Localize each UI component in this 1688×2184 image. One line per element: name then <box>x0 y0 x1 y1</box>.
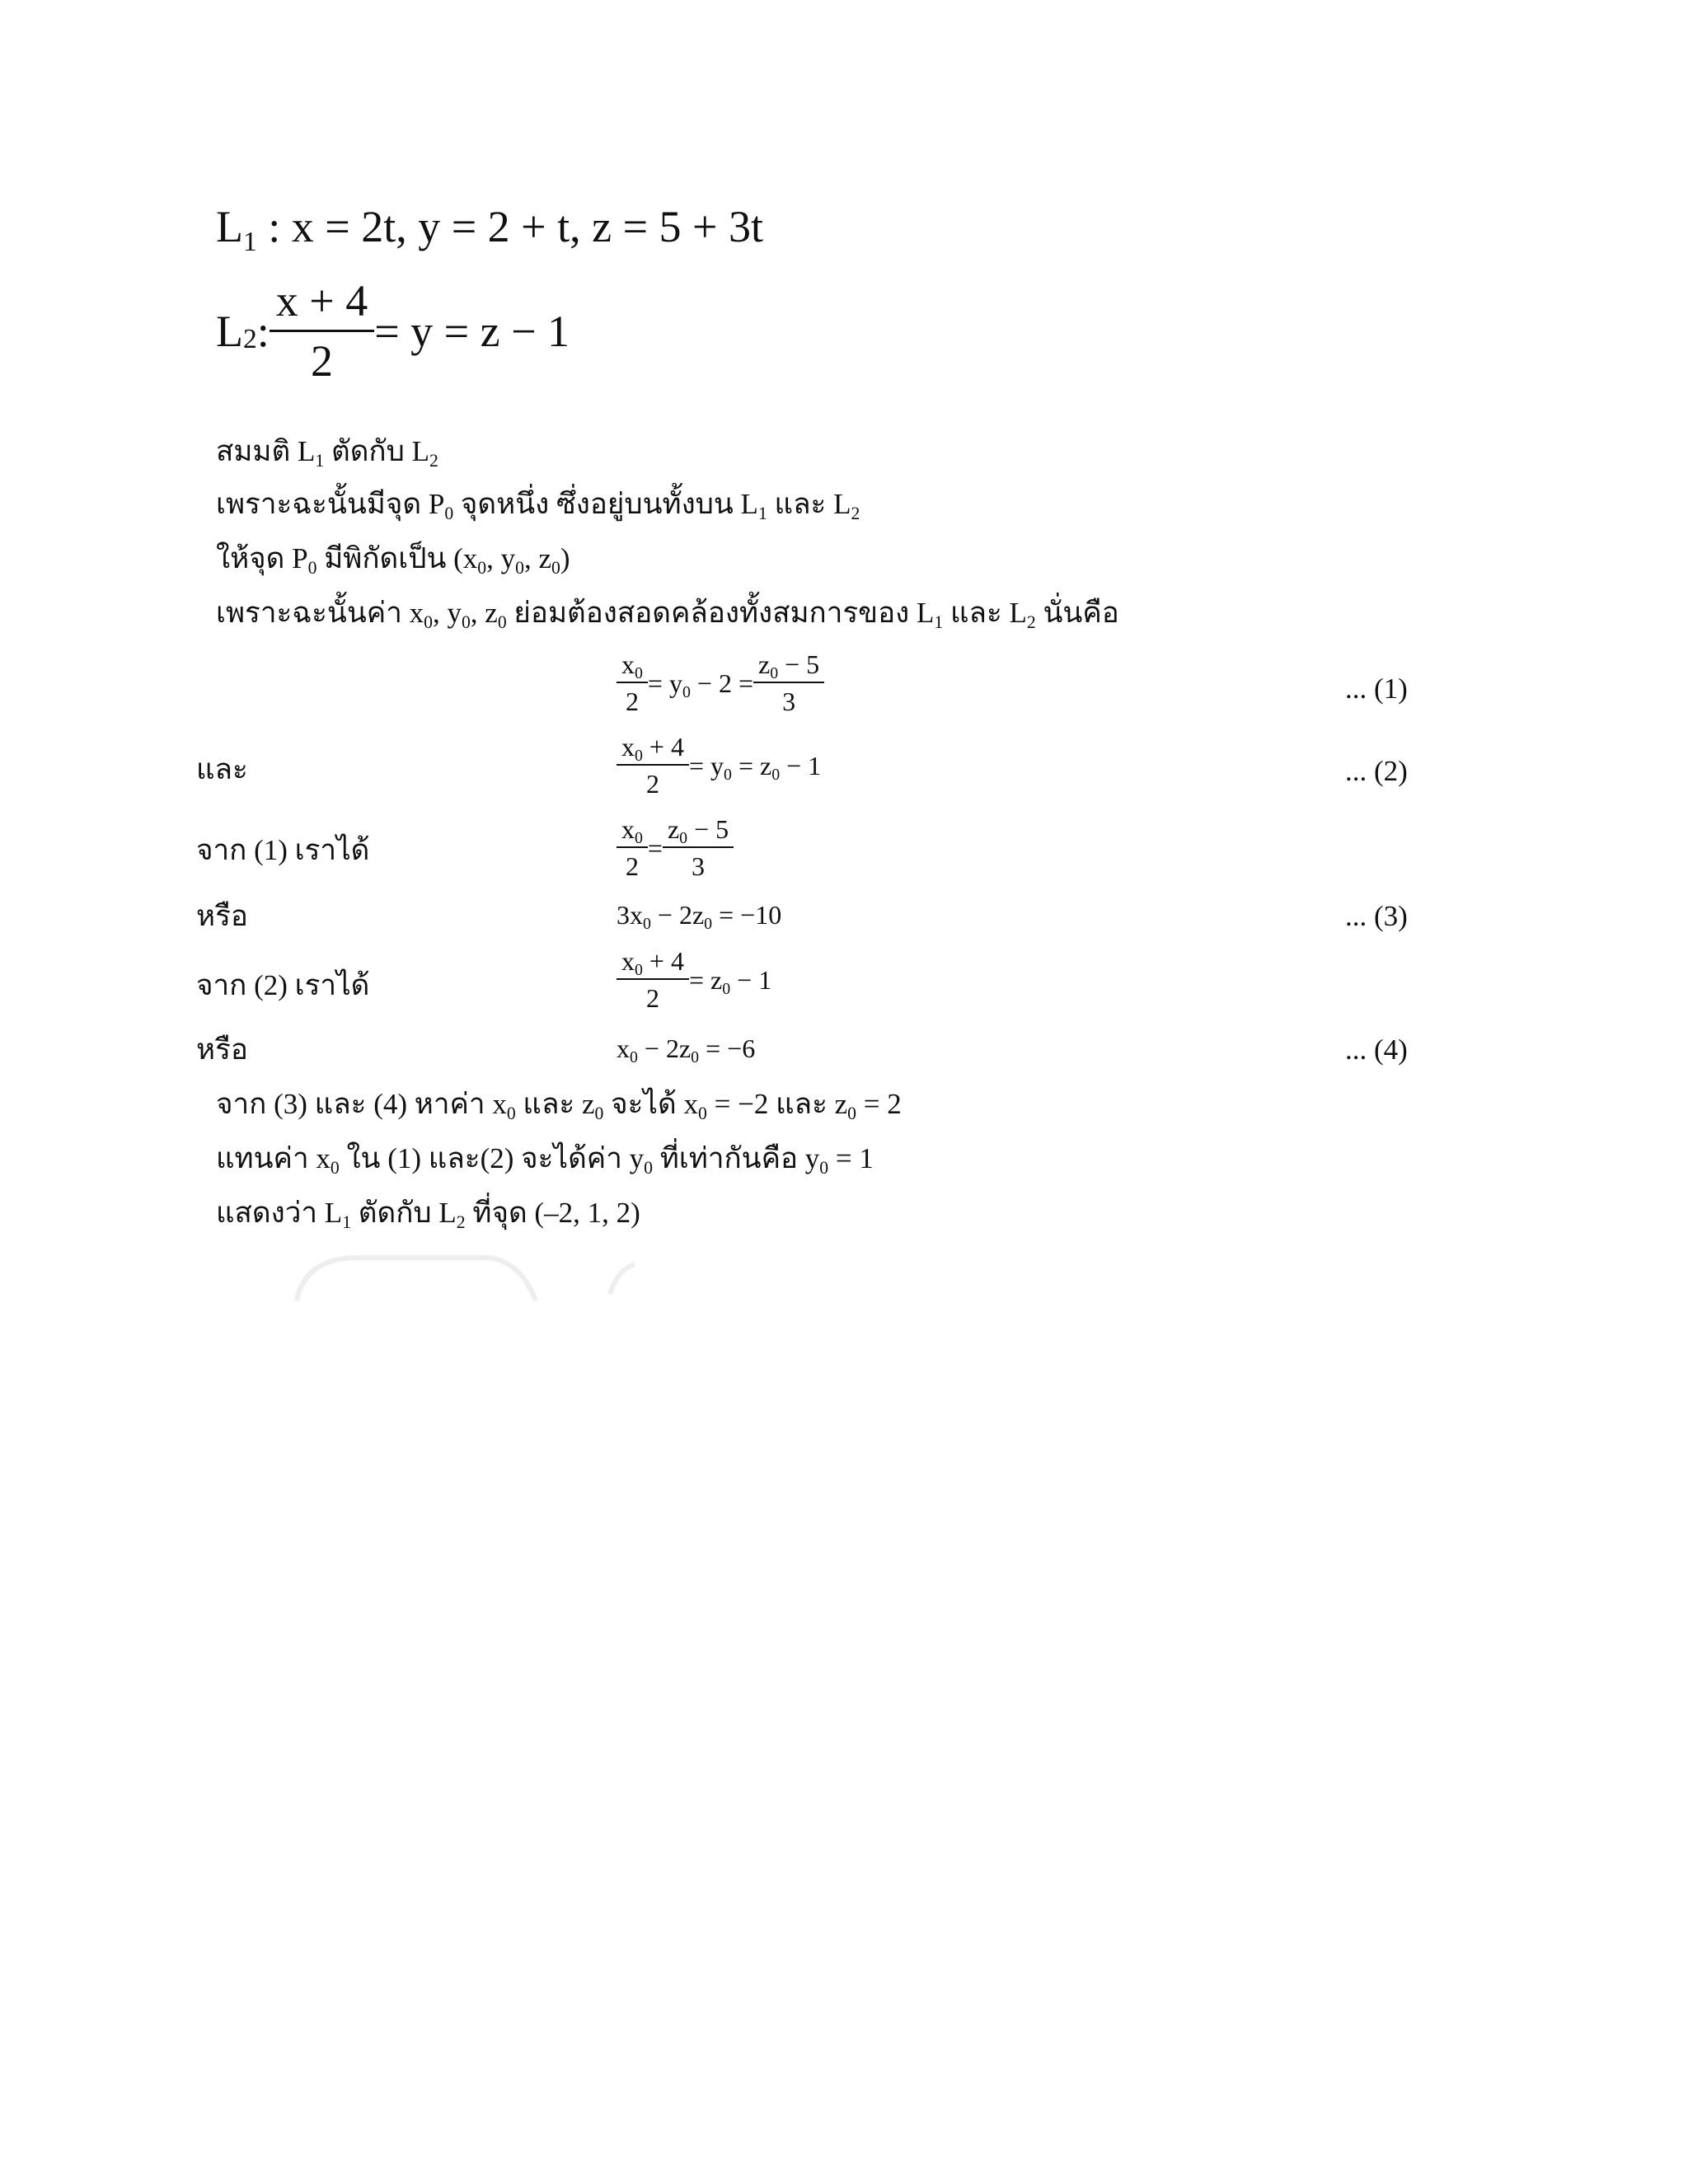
equation-2: $\frac{x_0 + 4}{2}$ = $y_0 = z_0 - 1$ <box>617 733 821 797</box>
equation-from-2: $\frac{x_0 + 4}{2}$ = $z_0 - 1$ <box>617 948 771 1011</box>
equation-4-tag: ... (4) <box>1345 1033 1408 1066</box>
text-substitute: แทนค่า $x_0$ ใน (1) และ(2) จะได้ค่า $y_0$ ที่เท่ากันคือ $y_0 = 1$ <box>216 1142 874 1178</box>
equation-3-tag: ... (3) <box>1345 900 1408 932</box>
equation-3: $3x_0 - 2z_0 = -10$ <box>617 900 782 934</box>
eq2-fraction: $\frac{x_0 + 4}{2}$ <box>617 733 689 797</box>
equation-from-1: $\frac{x_0}{2}$ = $\frac{z_0 - 5}{3}$ <box>617 816 734 879</box>
equation-5-label: จาก (2) เราได้ <box>196 969 370 1001</box>
text-intersection: แสดงว่า $L_1$ ตัดกับ $L_2$ ที่จุด (–2, 1, 2) <box>216 1197 640 1232</box>
text-satisfy: เพราะฉะนั้นค่า $x_0$, $y_0$, $z_0$ ย่อมต้องสอดคล้องทั้งสมการของ $L_1$ และ $L_2$ นั่นคือ <box>216 597 1119 632</box>
eq1-fraction-b: $\frac{z_0 - 5}{3}$ <box>753 651 824 715</box>
text-solve: จาก (3) และ (4) หาค่า $x_0$ และ $z_0$ จะได้ $x_0 = -2$ และ $z_0 = 2$ <box>216 1088 902 1123</box>
eq3-fraction-b: $\frac{z_0 - 5}{3}$ <box>663 816 734 879</box>
text-assume: สมมติ $L_1$ ตัดกับ $L_2$ <box>216 435 438 471</box>
l2-fraction: $\frac{x + 4}{2}$ <box>270 279 374 383</box>
text-point-p0: เพราะฉะนั้นมีจุด $P_0$ จุดหนึ่ง ซึ่งอยู่บนทั้งบน $L_1$ และ $L_2$ <box>216 488 860 523</box>
eq5-fraction: $\frac{x_0 + 4}{2}$ <box>617 948 689 1011</box>
equation-1-tag: ... (1) <box>1345 673 1408 705</box>
equation-1: $\frac{x_0}{2}$ = $y_0 - 2$ = $\frac{z_0 - 5}{3}$ <box>617 651 824 715</box>
equation-6-label: หรือ <box>196 1033 248 1066</box>
equation-4: $x_0 - 2z_0 = -6$ <box>617 1033 756 1067</box>
equation-2-tag: ... (2) <box>1345 755 1408 787</box>
eq3-fraction-a: $\frac{x_0}{2}$ <box>617 816 648 879</box>
equation-4-label: หรือ <box>196 900 248 932</box>
text-coordinates: ให้จุด $P_0$ มีพิกัดเป็น ($x_0$, $y_0$, $z_0$) <box>216 542 570 578</box>
watermark-trace <box>288 1253 668 1302</box>
equation-2-label: และ <box>196 753 248 785</box>
line-l2-equation: L $_2$ : $\frac{x + 4}{2}$ = y = z − 1 <box>216 276 570 386</box>
eq1-fraction-a: $\frac{x_0}{2}$ <box>617 651 648 715</box>
line-l1-equation: $L_1$ : x = 2t, y = 2 + t, z = 5 + 3t <box>216 202 763 257</box>
equation-3-label: จาก (1) เราได้ <box>196 834 370 866</box>
